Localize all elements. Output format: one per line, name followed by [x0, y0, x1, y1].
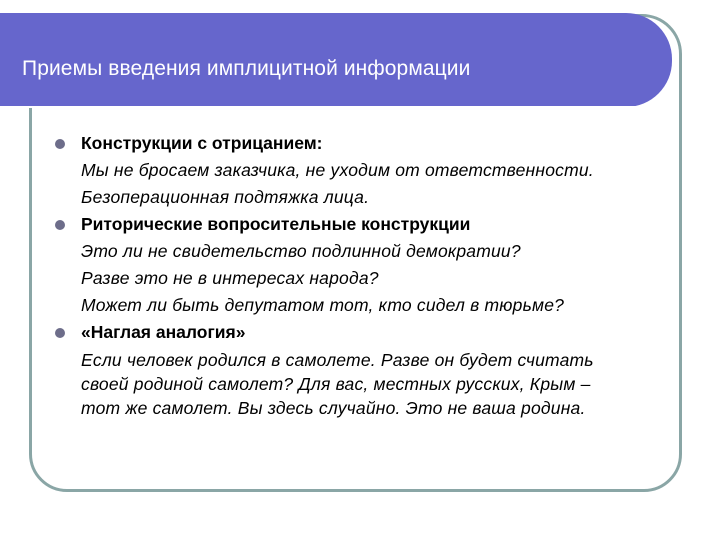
bullet-dot-icon — [55, 139, 65, 149]
slide-title: Приемы введения имплицитной информации — [22, 57, 471, 80]
bullet-item-analogy — [52, 319, 672, 420]
title-bar — [0, 13, 672, 107]
example-line: Разве это не в интересах народа? — [81, 268, 379, 288]
bullet-heading: Конструкции с отрицанием: — [81, 133, 323, 153]
example-line: Может ли быть депутатом тот, кто сидел в тюрьме? — [81, 295, 565, 315]
bullet-dot-icon — [55, 220, 65, 230]
bullet-heading: «Наглая аналогия» — [81, 322, 246, 342]
example-line: Мы не бросаем заказчика, не уходим от ответственности. — [81, 160, 594, 180]
example-line: Это ли не свидетельство подлинной демократии? — [81, 241, 521, 261]
example-line: Если человек родился в самолете. Разве он будет считать — [81, 350, 594, 370]
example-line: своей родиной самолет? Для вас, местных русских, Крым – — [81, 374, 591, 394]
title-underline — [0, 106, 636, 108]
bullet-item-negation — [52, 130, 672, 211]
slide-content — [52, 130, 672, 420]
bullet-item-rhetorical — [52, 211, 672, 319]
example-paragraph — [81, 346, 672, 420]
example-line: тот же самолет. Вы здесь случайно. Это не ваша родина. — [81, 398, 586, 418]
bullet-heading: Риторические вопросительные конструкции — [81, 214, 471, 234]
bullet-dot-icon — [55, 328, 65, 338]
example-line: Безоперационная подтяжка лица. — [81, 187, 370, 207]
